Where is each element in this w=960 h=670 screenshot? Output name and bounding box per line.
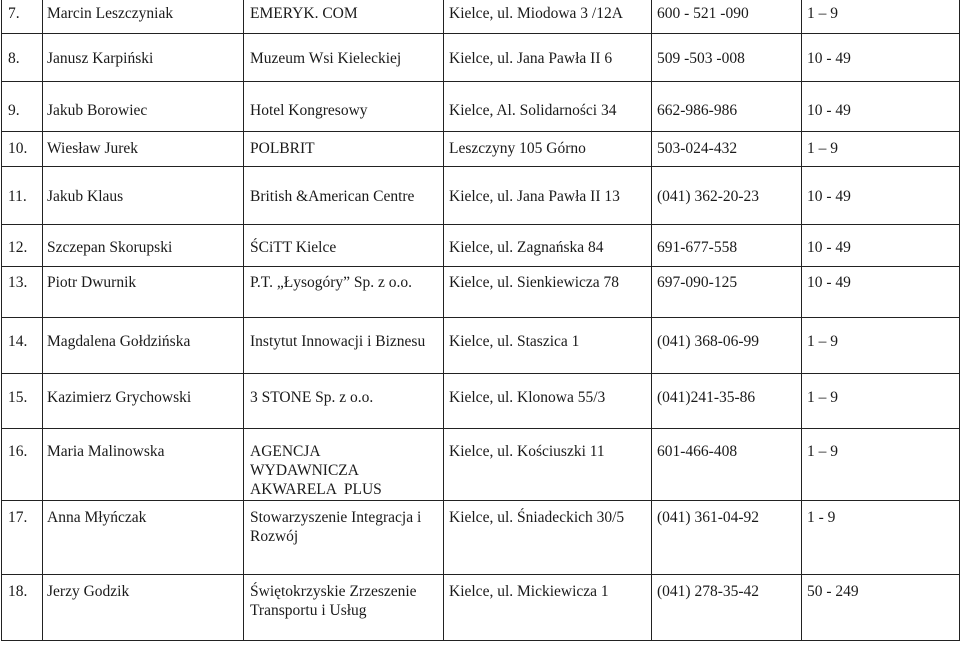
row-number [2, 374, 43, 429]
employee-range-text: 1 – 9 [807, 5, 838, 22]
table-row [2, 225, 960, 267]
row-number [2, 132, 43, 167]
employee-range-text: 10 - 49 [807, 102, 851, 119]
phone [652, 225, 802, 267]
address-text: Kielce, ul. Jana Pawła II 13 [449, 188, 620, 205]
row-number-text: 15. [8, 389, 28, 406]
employee-range-text: 10 - 49 [807, 50, 851, 67]
row-number-text: 13. [8, 274, 28, 291]
organization-line: Świętokrzyskie Zrzeszenie [250, 583, 417, 600]
organization [244, 167, 444, 225]
employee-range-text: 1 – 9 [807, 443, 838, 460]
person-name [43, 501, 244, 575]
person-name [43, 374, 244, 429]
table-row [2, 575, 960, 641]
person-name-text: Piotr Dwurnik [47, 274, 137, 291]
phone-text: 600 - 521 -090 [657, 5, 749, 22]
employee-range-text: 1 – 9 [807, 140, 838, 157]
phone [652, 374, 802, 429]
phone-text: 509 -503 -008 [657, 50, 745, 67]
address-text: Leszczyny 105 Górno [449, 140, 586, 157]
person-name-text: Marcin Leszczyniak [47, 5, 174, 22]
organization-line: Hotel Kongresowy [250, 102, 368, 119]
row-number [2, 501, 43, 575]
address-text: Kielce, ul. Śniadeckich 30/5 [449, 509, 625, 526]
address [444, 167, 652, 225]
organization-line: EMERYK. COM [250, 5, 358, 22]
organization [244, 82, 444, 132]
table-row [2, 132, 960, 167]
table-row [2, 34, 960, 82]
row-number [2, 34, 43, 82]
address [444, 374, 652, 429]
phone [652, 82, 802, 132]
address-text: Kielce, ul. Kościuszki 11 [449, 443, 605, 460]
address [444, 429, 652, 501]
phone [652, 167, 802, 225]
row-number [2, 167, 43, 225]
organization-line: Rozwój [250, 528, 299, 545]
row-number [2, 267, 43, 318]
row-number-text: 16. [8, 443, 28, 460]
employee-range [802, 225, 960, 267]
row-number-text: 14. [8, 333, 28, 350]
table-row [2, 501, 960, 575]
person-name [43, 318, 244, 374]
row-number [2, 0, 43, 34]
organization-line: 3 STONE Sp. z o.o. [250, 389, 374, 406]
contacts-table [1, 0, 960, 641]
person-name-text: Jerzy Godzik [47, 583, 130, 600]
phone-text: (041) 362-20-23 [657, 188, 760, 205]
person-name-text: Jakub Klaus [47, 188, 124, 205]
address-text: Kielce, Al. Solidarności 34 [449, 102, 617, 119]
employee-range [802, 82, 960, 132]
address [444, 575, 652, 641]
table-row [2, 374, 960, 429]
address [444, 132, 652, 167]
organization-line: Stowarzyszenie Integracja i [250, 509, 422, 526]
person-name-text: Kazimierz Grychowski [47, 389, 192, 406]
employee-range [802, 132, 960, 167]
phone [652, 575, 802, 641]
organization-line: POLBRIT [250, 140, 315, 157]
organization [244, 575, 444, 641]
row-number [2, 575, 43, 641]
address-text: Kielce, ul. Sienkiewicza 78 [449, 274, 620, 291]
employee-range-text: 10 - 49 [807, 274, 851, 291]
organization [244, 34, 444, 82]
row-number [2, 225, 43, 267]
table-row [2, 267, 960, 318]
phone-text: (041) 278-35-42 [657, 583, 760, 600]
person-name-text: Szczepan Skorupski [47, 239, 173, 256]
organization-line: British &American Centre [250, 188, 415, 205]
row-number [2, 429, 43, 501]
row-number-text: 12. [8, 239, 28, 256]
phone-text: (041) 368-06-99 [657, 333, 760, 350]
table-row [2, 429, 960, 501]
person-name [43, 34, 244, 82]
organization-line: AKWARELA PLUS [250, 481, 382, 498]
phone-text: 503-024-432 [657, 140, 738, 157]
organization-line: Instytut Innowacji i Biznesu [250, 333, 426, 350]
table-row [2, 318, 960, 374]
person-name-text: Anna Młyńczak [47, 509, 147, 526]
address-text: Kielce, ul. Staszica 1 [449, 333, 580, 350]
address [444, 318, 652, 374]
employee-range [802, 575, 960, 641]
person-name-text: Wiesław Jurek [47, 140, 139, 157]
person-name [43, 82, 244, 132]
person-name [43, 267, 244, 318]
person-name [43, 575, 244, 641]
organization [244, 318, 444, 374]
employee-range [802, 429, 960, 501]
organization [244, 501, 444, 575]
employee-range [802, 0, 960, 34]
address-text: Kielce, ul. Jana Pawła II 6 [449, 50, 613, 67]
table-row [2, 82, 960, 132]
employee-range-text: 1 – 9 [807, 333, 838, 350]
person-name [43, 167, 244, 225]
row-number-text: 8. [8, 50, 20, 67]
phone [652, 34, 802, 82]
employee-range [802, 318, 960, 374]
employee-range-text: 1 - 9 [807, 509, 836, 526]
organization [244, 429, 444, 501]
person-name [43, 132, 244, 167]
row-number [2, 318, 43, 374]
address [444, 82, 652, 132]
row-number [2, 82, 43, 132]
employee-range [802, 501, 960, 575]
table-row [2, 167, 960, 225]
phone-text: 601-466-408 [657, 443, 738, 460]
row-number-text: 17. [8, 509, 28, 526]
address [444, 267, 652, 318]
address-text: Kielce, ul. Klonowa 55/3 [449, 389, 606, 406]
employee-range-text: 10 - 49 [807, 239, 851, 256]
phone [652, 501, 802, 575]
address [444, 225, 652, 267]
organization-line: P.T. „Łysogóry” Sp. z o.o. [250, 274, 413, 291]
phone [652, 0, 802, 34]
organization [244, 225, 444, 267]
organization [244, 0, 444, 34]
row-number-text: 18. [8, 583, 28, 600]
employee-range-text: 50 - 249 [807, 583, 859, 600]
phone-text: (041) 361-04-92 [657, 509, 760, 526]
person-name [43, 225, 244, 267]
employee-range [802, 34, 960, 82]
employee-range [802, 267, 960, 318]
phone-text: (041)241-35-86 [657, 389, 756, 406]
person-name-text: Magdalena Gołdzińska [47, 333, 191, 350]
phone [652, 429, 802, 501]
row-number-text: 9. [8, 102, 20, 119]
organization-line: ŚCiTT Kielce [250, 239, 337, 256]
organization-line: Transportu i Usług [250, 602, 367, 619]
employee-range [802, 374, 960, 429]
employee-range-text: 10 - 49 [807, 188, 851, 205]
organization [244, 374, 444, 429]
row-number-text: 10. [8, 140, 28, 157]
phone-text: 662-986-986 [657, 102, 738, 119]
phone [652, 318, 802, 374]
organization [244, 267, 444, 318]
person-name-text: Maria Malinowska [47, 443, 165, 460]
phone-text: 691-677-558 [657, 239, 738, 256]
employee-range [802, 167, 960, 225]
row-number-text: 7. [8, 5, 20, 22]
organization-line: AGENCJA [250, 443, 321, 460]
person-name [43, 429, 244, 501]
table-row [2, 0, 960, 34]
phone [652, 267, 802, 318]
organization [244, 132, 444, 167]
person-name-text: Jakub Borowiec [47, 102, 148, 119]
address-text: Kielce, ul. Mickiewicza 1 [449, 583, 609, 600]
address-text: Kielce, ul. Miodowa 3 /12A [449, 5, 623, 22]
table-body [2, 0, 960, 641]
employee-range-text: 1 – 9 [807, 389, 838, 406]
phone-text: 697-090-125 [657, 274, 738, 291]
person-name [43, 0, 244, 34]
address [444, 34, 652, 82]
address-text: Kielce, ul. Zagnańska 84 [449, 239, 604, 256]
address [444, 0, 652, 34]
row-number-text: 11. [8, 188, 27, 205]
address [444, 501, 652, 575]
organization-line: Muzeum Wsi Kieleckiej [250, 50, 402, 67]
organization-line: WYDAWNICZA [250, 462, 359, 479]
person-name-text: Janusz Karpiński [47, 50, 154, 67]
phone [652, 132, 802, 167]
